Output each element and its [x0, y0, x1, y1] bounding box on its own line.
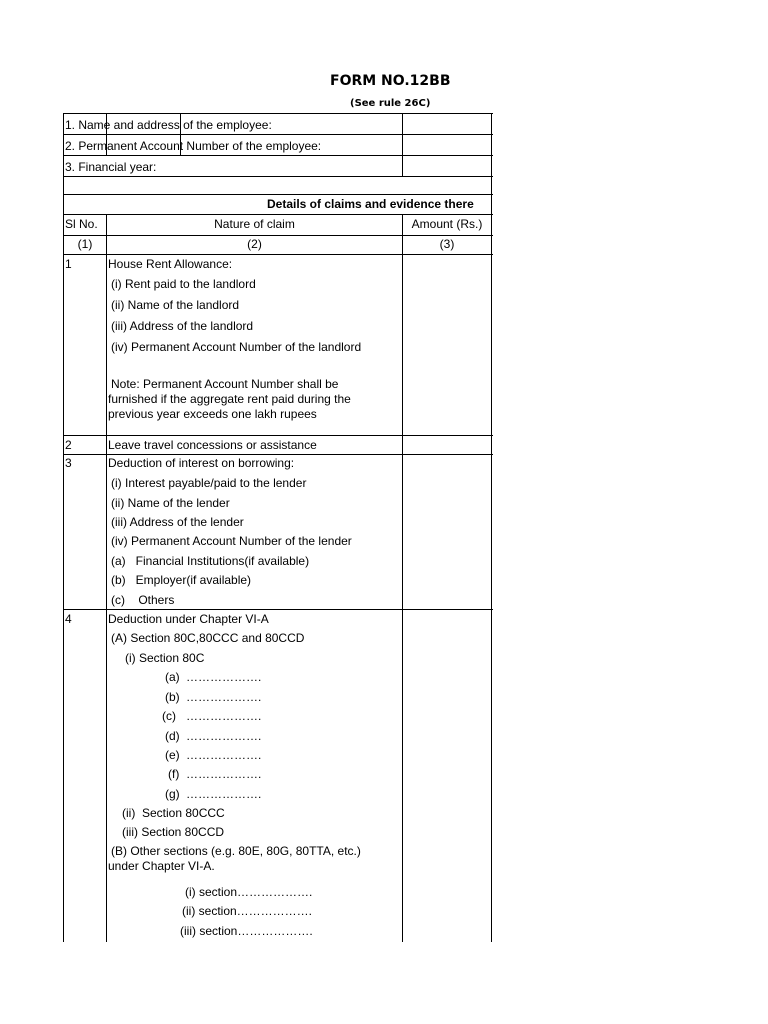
col-header-amount: Amount (Rs.) [411, 217, 483, 231]
form-subtitle: (See rule 26C) [350, 98, 431, 109]
row-4-80c-item-e: (e) [165, 748, 180, 762]
row-4-80c-item-c: (c) [162, 709, 176, 723]
row-4-other-section-ii: (ii) section………………. [182, 904, 313, 918]
row-1-note-line-3: previous year exceeds one lakh rupees [108, 407, 317, 421]
row-4-other-section-iii: (iii) section………………. [180, 924, 313, 938]
row-1-item-iii: (iii) Address of the landlord [111, 319, 254, 333]
row-4-section-b-line-1: (B) Other sections (e.g. 80E, 80G, 80TTA, etc.) [111, 844, 361, 858]
row-4-80c-item-a: (a) [165, 670, 180, 684]
col-number-1: (1) [77, 237, 93, 251]
row-3-item-a: (a) Financial Institutions(if available) [111, 554, 310, 568]
row-4-80c-item-e-blank: ………………. [186, 748, 262, 762]
row-3-number: 3 [65, 456, 72, 470]
row-4-title: Deduction under Chapter VI-A [108, 612, 269, 626]
employee-name-address-label: 1. Name and address of the employee: [65, 118, 272, 132]
row-4-80c-item-b: (b) [165, 690, 180, 704]
row-4-80c-item-f-blank: ………………. [186, 767, 262, 781]
row-4-80c-item-d-blank: ………………. [186, 729, 262, 743]
row-4-80c-item-c-blank: ………………. [186, 709, 262, 723]
row-4-section-80c: (i) Section 80C [125, 651, 205, 665]
row-1-note-line-1: Note: Permanent Account Number shall be [111, 377, 339, 391]
row-4-80c-item-a-blank: ………………. [186, 670, 262, 684]
financial-year-label: 3. Financial year: [65, 160, 157, 174]
row-3-title: Deduction of interest on borrowing: [108, 456, 295, 470]
row-1-item-iv: (iv) Permanent Account Number of the landlord [111, 340, 362, 354]
row-4-section-b-line-2: under Chapter VI-A. [108, 859, 215, 873]
row-3-item-b: (b) Employer(if available) [111, 573, 252, 587]
row-2-title: Leave travel concessions or assistance [108, 438, 317, 452]
details-heading: Details of claims and evidence there [267, 197, 474, 211]
row-1-title: House Rent Allowance: [108, 257, 233, 271]
col-number-2: (2) [247, 237, 262, 251]
row-4-number: 4 [65, 612, 72, 626]
col-header-nature: Nature of claim [214, 217, 295, 231]
row-4-80c-item-g: (g) [165, 787, 180, 801]
row-4-80c-item-g-blank: ………………. [186, 787, 262, 801]
row-3-item-iv: (iv) Permanent Account Number of the lender [111, 534, 352, 548]
row-3-item-i: (i) Interest payable/paid to the lender [111, 476, 307, 490]
col-number-3: (3) [439, 237, 455, 251]
row-4-80c-item-b-blank: ………………. [186, 690, 262, 704]
col-header-sl-no: Sl No. [65, 217, 98, 231]
row-1-note-line-2: furnished if the aggregate rent paid during the [108, 392, 351, 406]
row-1-item-ii: (ii) Name of the landlord [111, 298, 240, 312]
row-2-number: 2 [65, 438, 72, 452]
row-1-number: 1 [65, 257, 72, 271]
form-title: FORM NO.12BB [330, 73, 451, 89]
row-3-item-c: (c) Others [111, 593, 175, 607]
row-3-item-ii: (ii) Name of the lender [111, 496, 230, 510]
row-4-section-a: (A) Section 80C,80CCC and 80CCD [111, 631, 305, 645]
row-1-item-i: (i) Rent paid to the landlord [111, 277, 256, 291]
row-3-item-iii: (iii) Address of the lender [111, 515, 244, 529]
row-4-80c-item-d: (d) [165, 729, 180, 743]
row-4-other-section-i: (i) section………………. [185, 885, 313, 899]
row-4-section-80ccd: (iii) Section 80CCD [122, 825, 225, 839]
row-4-section-80ccc: (ii) Section 80CCC [122, 806, 225, 820]
row-4-80c-item-f: (f) [168, 767, 180, 781]
employee-pan-label: 2. Permanent Account Number of the employee: [65, 139, 322, 153]
